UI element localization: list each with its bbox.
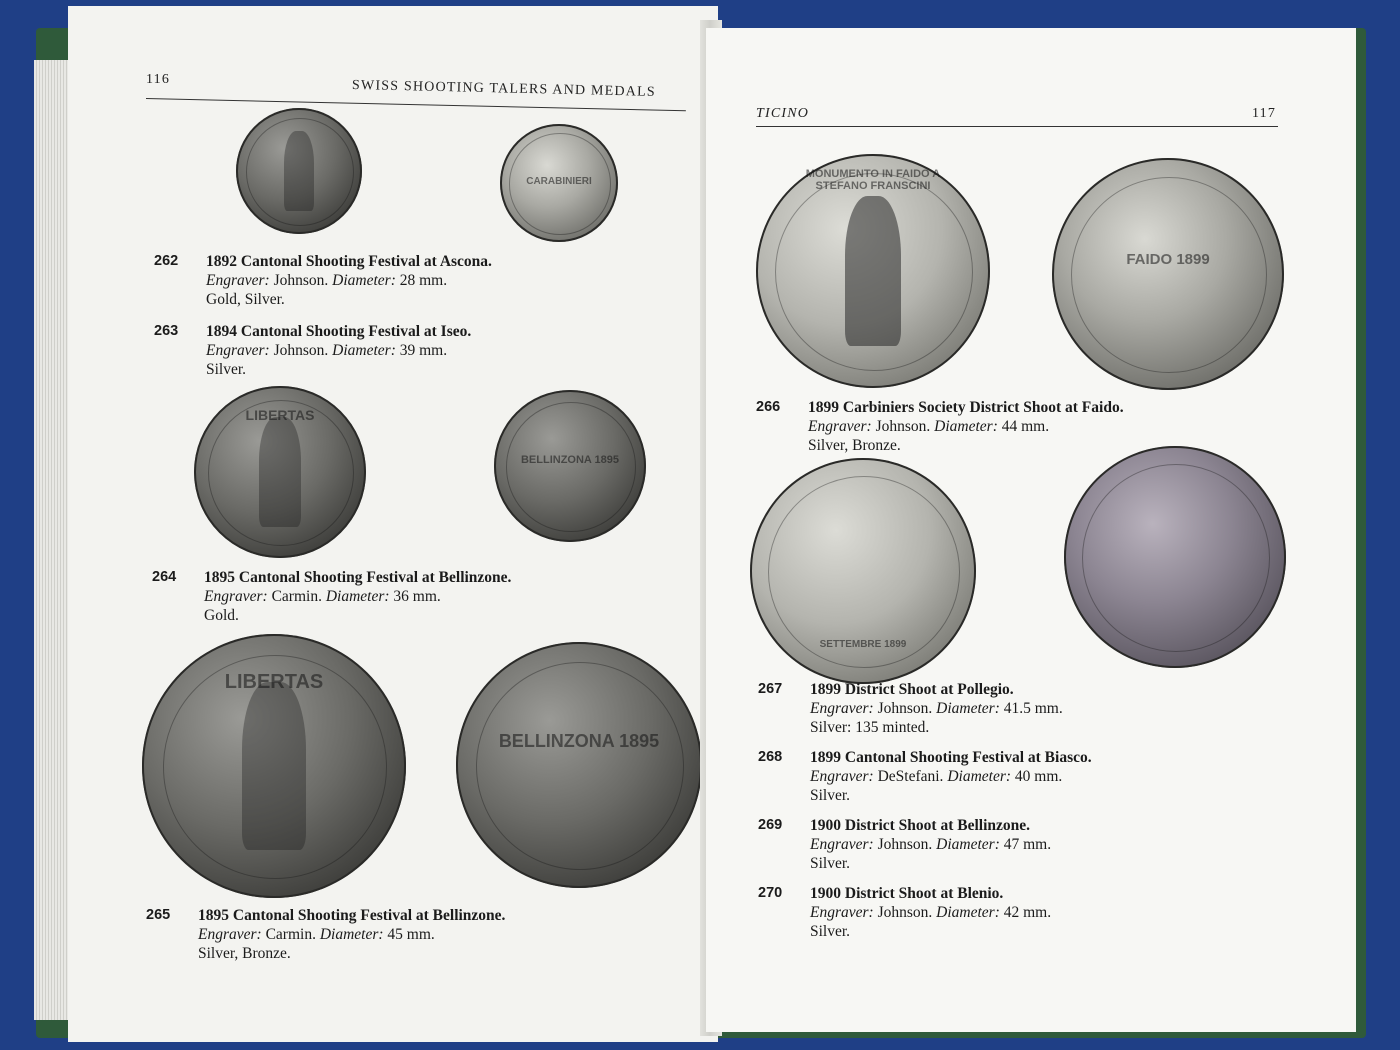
entry-title: 1892 Cantonal Shooting Festival at Ascona. xyxy=(206,253,492,270)
medal-266-obverse-text: MONUMENTO IN FAIDO A STEFANO FRANSCINI xyxy=(805,168,941,193)
entry-number: 266 xyxy=(756,399,781,415)
diameter-value: 28 mm. xyxy=(399,272,448,289)
entry-title: 1899 District Shoot at Pollegio. xyxy=(810,681,1014,698)
diameter-label: Diameter: xyxy=(936,904,1000,921)
medal-264-obverse-text: LIBERTAS xyxy=(245,406,315,423)
entry-number: 267 xyxy=(758,681,783,697)
entry-number: 265 xyxy=(146,907,171,923)
entry-title: 1895 Cantonal Shooting Festival at Bellinzone. xyxy=(198,907,506,924)
engraver-label: Engraver: xyxy=(810,836,874,853)
entry-number: 263 xyxy=(154,323,179,339)
entry-number: 262 xyxy=(154,253,179,269)
diameter-label: Diameter: xyxy=(325,588,390,605)
left-page xyxy=(68,6,718,1042)
medal-262-obverse xyxy=(236,108,362,234)
engraver-label: Engraver: xyxy=(810,768,874,785)
diameter-label: Diameter: xyxy=(934,418,998,435)
metals: Gold. xyxy=(204,607,239,624)
entry-title: 1900 District Shoot at Blenio. xyxy=(810,885,1004,902)
engraver-label: Engraver: xyxy=(204,588,268,605)
left-page-number: 116 xyxy=(146,72,171,87)
medal-262-reverse-text: CARABINIERI xyxy=(526,175,592,187)
right-page xyxy=(706,28,1356,1032)
engraver-label: Engraver: xyxy=(206,342,270,359)
metals: Silver: 135 minted. xyxy=(810,719,930,736)
diameter-label: Diameter: xyxy=(319,926,384,943)
engraver-value: Carmin. xyxy=(265,926,316,943)
entry-title: 1899 Cantonal Shooting Festival at Biasco. xyxy=(810,749,1092,766)
entry-number: 264 xyxy=(152,569,177,585)
diameter-label: Diameter: xyxy=(936,700,1000,717)
diameter-value: 47 mm. xyxy=(1003,836,1052,853)
engraver-label: Engraver: xyxy=(808,418,872,435)
medal-266-obverse xyxy=(756,154,990,388)
medal-265-reverse-text: BELLINZONA 1895 xyxy=(498,730,660,751)
entry-number: 270 xyxy=(758,885,783,901)
diameter-label: Diameter: xyxy=(947,768,1012,785)
left-header-rule xyxy=(146,98,686,111)
diameter-label: Diameter: xyxy=(332,272,396,289)
medal-264-reverse-text: BELLINZONA 1895 xyxy=(520,453,619,466)
metals: Silver. xyxy=(810,923,851,940)
right-header-rule xyxy=(756,126,1278,127)
engraver-value: Johnson. xyxy=(875,418,931,435)
entry-number: 269 xyxy=(758,817,783,833)
engraver-label: Engraver: xyxy=(198,926,262,943)
engraver-value: Johnson. xyxy=(273,272,329,289)
diameter-value: 40 mm. xyxy=(1014,768,1063,785)
metals: Silver. xyxy=(810,855,851,872)
engraver-value: DeStefani. xyxy=(877,768,944,785)
diameter-value: 44 mm. xyxy=(1001,418,1050,435)
page-edges xyxy=(34,60,70,1020)
right-running-head: TICINO xyxy=(756,106,810,121)
entry-title: 1895 Cantonal Shooting Festival at Bellinzone. xyxy=(204,569,512,586)
medal-262-reverse xyxy=(500,124,618,242)
engraver-label: Engraver: xyxy=(810,700,874,717)
left-running-head: SWISS SHOOTING TALERS AND MEDALS xyxy=(351,78,656,100)
metals: Silver. xyxy=(206,361,247,378)
right-page-number: 117 xyxy=(1252,106,1277,121)
engraver-value: Johnson. xyxy=(273,342,329,359)
diameter-value: 39 mm. xyxy=(399,342,448,359)
engraver-value: Johnson. xyxy=(877,836,933,853)
medal-265-reverse xyxy=(456,642,702,888)
entry-title: 1900 District Shoot at Bellinzone. xyxy=(810,817,1030,834)
metals: Silver, Bronze. xyxy=(808,437,901,454)
diameter-value: 42 mm. xyxy=(1003,904,1052,921)
metals: Silver. xyxy=(810,787,851,804)
diameter-label: Diameter: xyxy=(332,342,396,359)
engraver-value: Johnson. xyxy=(877,700,933,717)
entry-title: 1894 Cantonal Shooting Festival at Iseo. xyxy=(206,323,472,340)
engraver-label: Engraver: xyxy=(810,904,874,921)
entry-number: 268 xyxy=(758,749,783,765)
metals: Gold, Silver. xyxy=(206,291,285,308)
medal-267-reverse xyxy=(1064,446,1286,668)
medal-264-reverse xyxy=(494,390,646,542)
medal-267-obverse xyxy=(750,458,976,684)
medal-266-reverse-text: FAIDO 1899 xyxy=(1126,250,1210,268)
medal-265-obverse-text: LIBERTAS xyxy=(224,670,324,693)
diameter-value: 41.5 mm. xyxy=(1003,700,1063,717)
medal-265-obverse xyxy=(142,634,406,898)
medal-266-reverse xyxy=(1052,158,1284,390)
engraver-value: Johnson. xyxy=(877,904,933,921)
metals: Silver, Bronze. xyxy=(198,945,291,962)
entry-title: 1899 Carbiniers Society District Shoot at Faido. xyxy=(808,399,1124,416)
diameter-value: 36 mm. xyxy=(393,588,441,605)
diameter-label: Diameter: xyxy=(936,836,1000,853)
engraver-value: Carmin. xyxy=(271,588,322,605)
medal-267-obverse-text: SETTEMBRE 1899 xyxy=(819,638,907,650)
engraver-label: Engraver: xyxy=(206,272,270,289)
medal-264-obverse xyxy=(194,386,366,558)
diameter-value: 45 mm. xyxy=(387,926,435,943)
